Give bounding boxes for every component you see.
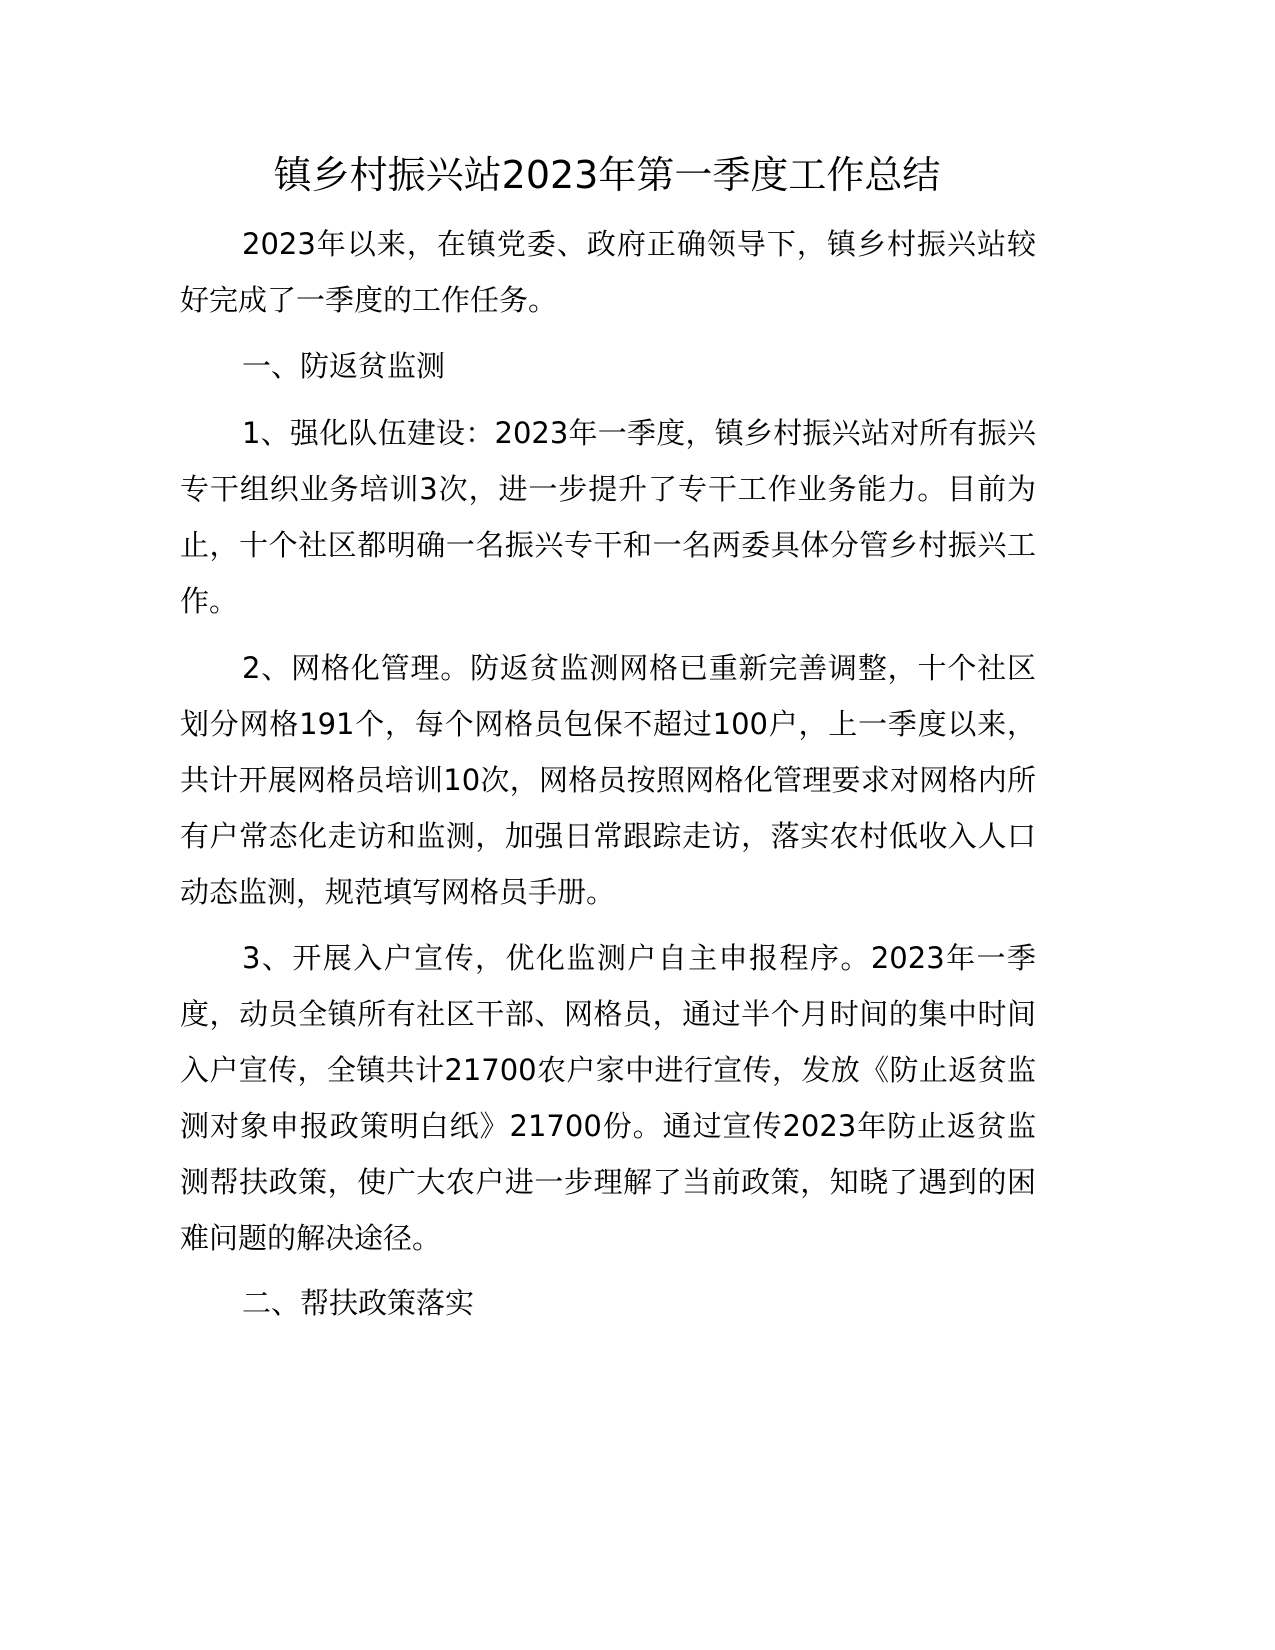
paragraph-item-1: 1、强化队伍建设：2023年一季度，镇乡村振兴站对所有振兴专干组织业务培训3次，进一步提升了专干工作业务能力。目前为止，十个社区都明确一名振兴专干和一名两委具体分管乡村振兴工作。 — [180, 416, 1036, 618]
document-title: 镇乡村振兴站2023年第一季度工作总结 — [273, 153, 941, 197]
paragraph-item-3: 3、开展入户宣传，优化监测户自主申报程序。2023年一季度，动员全镇所有社区干部、网格员，通过半个月时间的集中时间入户宣传，全镇共计21700农户家中进行宣传，发放《防止返贫监测对象申报政策明白纸》21700份。通过宣传2023年防止返贫监测帮扶政策，使广大农户进一步理解了当前政策，知晓了遇到的困难问题的解决途径。 — [180, 941, 1036, 1255]
paragraph-item-2: 2、网格化管理。防返贫监测网格已重新完善调整，十个社区划分网格191个，每个网格员包保不超过100户，上一季度以来，共计开展网格员培训10次，网格员按照网格化管理要求对网格内所有户常态化走访和监测，加强日常跟踪走访，落实农村低收入人口动态监测，规范填写网格员手册。 — [180, 651, 1036, 909]
section-heading-2: 二、帮扶政策落实 — [242, 1286, 475, 1320]
section-heading-1: 一、防返贫监测 — [242, 349, 446, 383]
intro-paragraph: 2023年以来，在镇党委、政府正确领导下，镇乡村振兴站较好完成了一季度的工作任务。 — [180, 227, 1036, 317]
